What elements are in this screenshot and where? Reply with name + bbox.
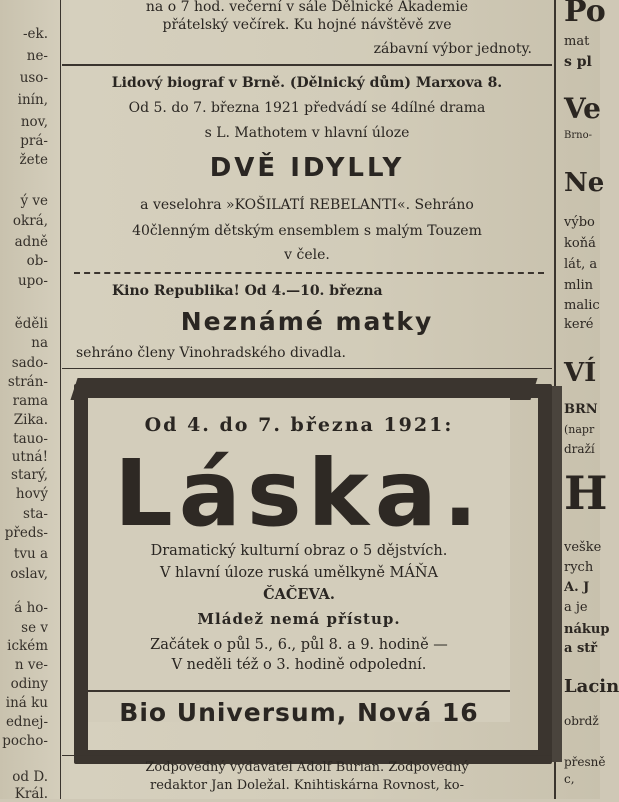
- left-col-line: upo-: [17, 273, 48, 289]
- left-col-line: starý,: [11, 467, 48, 483]
- ad-venue: Bio Universum, Nová 16: [119, 698, 479, 727]
- biograf-line: s L. Mathotem v hlavní úloze: [204, 125, 410, 141]
- right-col-line: VÍ: [564, 358, 597, 388]
- biograf-header: Lidový biograf v Brně. (Dělnický dům) Marxova 8.: [111, 75, 503, 91]
- right-col-line: Lacin: [564, 676, 619, 697]
- imprint-line: Zodpovědný vydavatel Adolf Burian. Zodpovědný: [145, 760, 469, 775]
- right-col-line: výbo: [564, 215, 595, 230]
- left-col-line: ob-: [26, 253, 48, 269]
- right-col-line: s pl: [564, 54, 592, 70]
- right-col-line: Ve: [564, 92, 601, 125]
- right-col-line: Ne: [564, 168, 605, 198]
- ad-line: V hlavní úloze ruská umělkyně MÁŇA: [159, 565, 439, 581]
- section-rule: [62, 368, 552, 369]
- left-col-line: tvu a: [13, 546, 48, 562]
- ad-date: Od 4. do 7. března 1921:: [144, 414, 454, 436]
- left-col-line: inín,: [17, 92, 48, 108]
- ad-rule: [88, 690, 510, 692]
- left-col-line: ěděli: [14, 316, 48, 332]
- biograf-line: 40členným dětským ensemblem s malým Touzem: [132, 223, 482, 239]
- left-col-line: od D.: [12, 769, 48, 785]
- right-col-line: Po: [564, 0, 606, 29]
- ad-line: Začátek o půl 5., 6., půl 8. a 9. hodině —: [150, 637, 448, 653]
- left-col-line: prá-: [20, 133, 48, 149]
- column-rule-left: [60, 0, 61, 799]
- right-col-line: a je: [564, 600, 588, 615]
- right-col-line: mat: [564, 34, 590, 49]
- biograf-line: a veselohra »KOŠILATÍ REBELANTI«. Sehráno: [140, 197, 474, 213]
- right-col-line: draží: [564, 442, 595, 456]
- left-col-line: tauo-: [13, 431, 48, 447]
- imprint-line: redaktor Jan Doležal. Knihtiskárna Rovnost, ko-: [149, 778, 465, 793]
- left-col-line: iná ku: [5, 695, 48, 711]
- left-col-line: Zika.: [13, 412, 48, 428]
- left-col-line: hový: [15, 486, 48, 502]
- right-col-line: rych: [564, 560, 594, 575]
- left-col-line: ý ve: [20, 193, 48, 209]
- right-col-line: A. J: [564, 580, 590, 595]
- right-col-line: keré: [564, 317, 594, 332]
- ad-line: V neděli též o 3. hodině odpolední.: [171, 657, 427, 673]
- left-col-line: ickém: [7, 638, 48, 654]
- biograf-line: Od 5. do 7. března 1921 předvádí se 4dílné drama: [128, 100, 486, 116]
- left-col-line: utná!: [11, 449, 48, 465]
- left-col-line: pocho-: [2, 733, 48, 749]
- left-col-line: uso-: [19, 70, 48, 86]
- left-col-line: sado-: [11, 355, 48, 371]
- right-col-line: koňá: [564, 236, 596, 251]
- ad-notice: Mládež nemá přístup.: [197, 610, 401, 628]
- left-col-line: oslav,: [10, 566, 48, 582]
- right-col-line: (napr: [564, 423, 595, 436]
- notice-line: zábavní výbor jednoty.: [373, 41, 532, 57]
- left-col-line: ne-: [26, 48, 48, 64]
- right-col-line: Brno-: [564, 130, 592, 141]
- left-column-fragment: [0, 0, 58, 802]
- kino-line: sehráno členy Vinohradského divadla.: [76, 345, 346, 361]
- left-col-line: odiny: [10, 676, 48, 692]
- left-col-line: Král.: [14, 786, 48, 802]
- section-rule: [62, 755, 552, 756]
- biograf-line: v čele.: [284, 247, 330, 263]
- ad-line: ČAČEVA.: [263, 586, 335, 603]
- left-col-line: rama: [12, 393, 48, 409]
- right-col-line: malic: [564, 298, 600, 313]
- right-col-line: lát, a: [564, 257, 598, 272]
- section-rule: [62, 64, 552, 66]
- right-column-fragment: [556, 0, 619, 799]
- right-col-line: a stř: [564, 641, 598, 656]
- left-col-line: okrá,: [12, 213, 48, 229]
- left-col-line: sta-: [23, 506, 48, 522]
- right-col-line: c,: [564, 772, 575, 786]
- right-col-line: nákup: [564, 622, 610, 637]
- left-col-line: n ve-: [14, 657, 48, 673]
- right-col-line: H: [564, 466, 608, 520]
- left-col-line: žete: [19, 152, 48, 168]
- ad-line: Dramatický kulturní obraz o 5 dějstvích.: [150, 543, 448, 559]
- left-col-line: á ho-: [14, 600, 48, 616]
- left-col-line: se v: [21, 620, 48, 636]
- right-col-line: mlin: [564, 278, 594, 293]
- dashed-divider: [74, 272, 544, 274]
- notice-line: přátelský večírek. Ku hojné návštěvě zve: [162, 17, 452, 33]
- left-col-line: strán-: [7, 374, 48, 390]
- biograf-title: DVĚ IDYLLY: [209, 153, 405, 183]
- left-col-line: ednej-: [5, 714, 48, 730]
- right-col-line: veške: [564, 540, 602, 555]
- kino-title: Neznámé matky: [180, 307, 434, 336]
- left-col-line: nov,: [20, 114, 48, 130]
- right-col-line: obrdž: [564, 714, 599, 728]
- left-col-line: -ek.: [22, 26, 48, 42]
- right-col-line: přesně: [564, 755, 606, 769]
- notice-line: na o 7 hod. večerní v sále Dělnické Akademie: [145, 0, 469, 15]
- ad-title: Láska.: [114, 440, 484, 547]
- kino-header: Kino Republika! Od 4.—10. března: [112, 283, 383, 299]
- right-col-line: BRN: [564, 402, 598, 417]
- left-col-line: adně: [14, 234, 48, 250]
- left-col-line: předs-: [4, 525, 48, 541]
- left-col-line: na: [31, 335, 48, 351]
